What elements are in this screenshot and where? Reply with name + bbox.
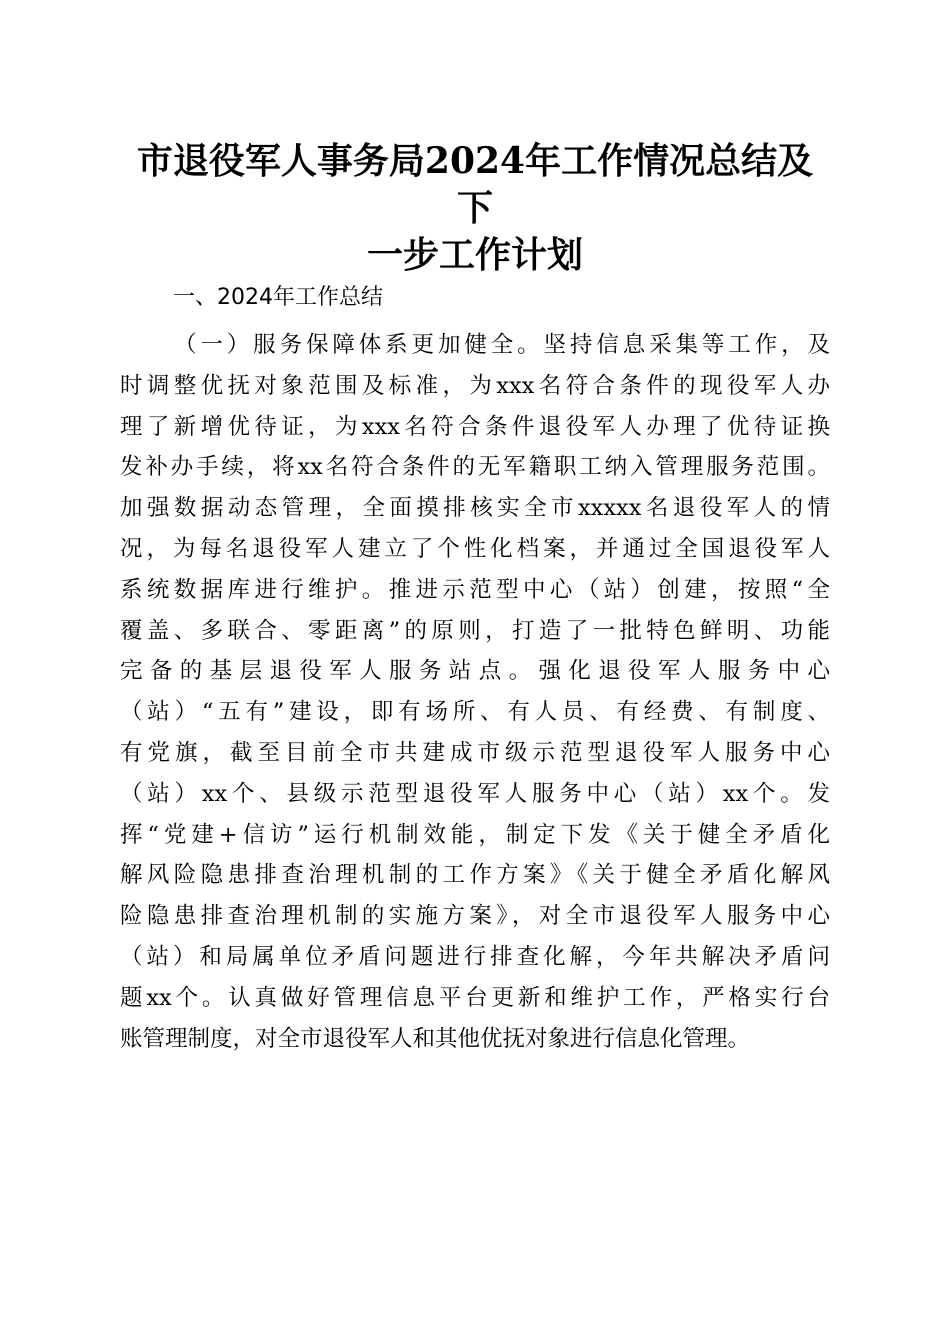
- paragraph-line: （一）服务保障体系更加健全。坚持信息采集等工作，及: [174, 332, 830, 358]
- paragraph-line: 覆盖、多联合、零距离”的原则，打造了一批特色鲜明、功能: [120, 617, 830, 644]
- paragraph-line: 时调整优抚对象范围及标准，为xxx名符合条件的现役军人办: [120, 372, 830, 399]
- paragraph-line: 有党旗，截至目前全市共建成市级示范型退役军人服务中心: [120, 739, 830, 766]
- paragraph-line: 系统数据库进行维护。推进示范型中心（站）创建，按照“全: [120, 576, 830, 603]
- paragraph-line: 账管理制度，对全市退役军人和其他优抚对象进行信息化管理。: [120, 1025, 751, 1052]
- paragraph-line: 况，为每名退役军人建立了个性化档案，并通过全国退役军人: [120, 535, 830, 562]
- paragraph-line: 解风险隐患排查治理机制的工作方案》《关于健全矛盾化解风: [120, 862, 830, 889]
- document-title-line-2: 一步工作计划: [366, 234, 583, 276]
- paragraph-line: 完备的基层退役军人服务站点。强化退役军人服务中心: [120, 658, 830, 685]
- paragraph-1: [120, 325, 830, 1059]
- section-heading: 一、2024年工作总结: [173, 285, 383, 310]
- paragraph-line: 加强数据动态管理，全面摸排核实全市xxxxx名退役军人的情: [120, 495, 830, 522]
- paragraph-line: 挥“党建+信访”运行机制效能，制定下发《关于健全矛盾化: [120, 821, 830, 848]
- paragraph-line: （站）和局属单位矛盾问题进行排查化解，今年共解决矛盾问: [120, 943, 830, 970]
- paragraph-line: （站）“五有”建设，即有场所、有人员、有经费、有制度、: [120, 699, 830, 726]
- paragraph-line: 题xx个。认真做好管理信息平台更新和维护工作，严格实行台: [120, 984, 830, 1011]
- document-title-line-1: 市退役军人事务局2024年工作情况总结及下: [136, 140, 814, 229]
- paragraph-line: 险隐患排查治理机制的实施方案》，对全市退役军人服务中心: [120, 903, 830, 930]
- paragraph-line: 理了新增优待证，为xxx名符合条件退役军人办理了优待证换: [120, 413, 830, 440]
- paragraph-line: （站）xx个、县级示范型退役军人服务中心（站）xx个。发: [120, 780, 830, 807]
- paragraph-line: 发补办手续，将xx名符合条件的无军籍职工纳入管理服务范围。: [120, 454, 830, 481]
- document-title: [120, 138, 830, 279]
